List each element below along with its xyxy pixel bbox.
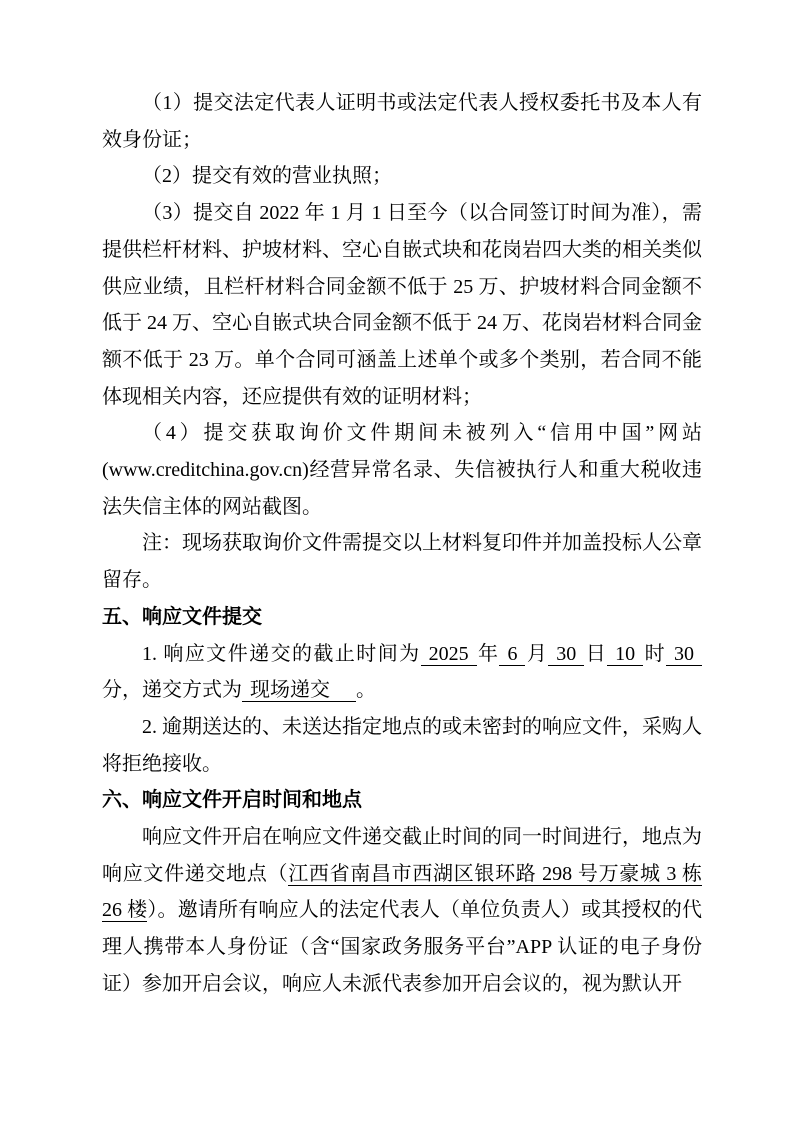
opening-text-after-address: ）。邀请所有响应人的法定代表人（单位负责人）或其授权的代理人携带本人身份证（含“国家政务服务平台”APP 认证的电子身份证）参加开启会议，响应人未派代表参加开启会议的，视为默认开 — [102, 899, 703, 995]
method-blank: 现场递交 — [242, 679, 356, 702]
deadline-paragraph — [102, 636, 702, 709]
opening-text-before-address: 响应文件开启在响应文件递交截止时间的同一时间进行，地点为响应文件递交地点（ — [102, 826, 702, 885]
list-item-2: （2）提交有效的营业执照； — [142, 165, 392, 188]
opening-paragraph — [102, 819, 702, 1003]
note-paragraph: 注：现场获取询价文件需提交以上材料复印件并加盖投标人公章留存。 — [102, 532, 702, 592]
list-item-3: （3）提交自 2022 年 1 月 1 日至今（以合同签订时间为准），需提供栏杆材料、护坡材料、空心自嵌式块和花岗岩四大类的相关类似供应业绩，且栏杆材料合同金额不低于 25 万、护坡材料合同金额不低于 24 万、空心自嵌式块合同金额不低于 24 万、花岗岩材料合同金额不低于 23 万。单个合同可涵盖上述单个或多个类别，若合同不能体现相关内容，还应提供有效的证明材料； — [102, 202, 702, 408]
deadline-minute-label: 分， — [102, 679, 142, 702]
deadline-day-label: 日 — [584, 642, 608, 665]
deadline-hour-label: 时 — [643, 642, 667, 665]
method-label: 递交方式为 — [142, 679, 242, 702]
deadline-minute-blank: 30 — [666, 643, 702, 666]
document-body — [102, 85, 702, 1003]
deadline-hour-blank: 10 — [607, 643, 643, 666]
deadline-prefix: 1. 响应文件递交的截止时间为 — [142, 642, 421, 665]
deadline-year-blank: 2025 — [421, 643, 477, 666]
deadline-day-blank: 30 — [548, 643, 584, 666]
list-item-4: （4）提交获取询价文件期间未被列入“信用中国”网站(www.creditchina.gov.cn)经营异常名录、失信被执行人和重大税收违法失信主体的网站截图。 — [102, 422, 702, 518]
overdue-paragraph: 2. 逾期送达的、未送达指定地点的或未密封的响应文件，采购人将拒绝接收。 — [102, 715, 702, 775]
opening-address-underlined: 江西省南昌市西湖区银环路 298 号万豪城 3 栋 26 楼 — [102, 862, 703, 922]
deadline-month-blank: 6 — [499, 643, 525, 666]
section-heading-5: 五、响应文件提交 — [102, 605, 262, 628]
section-heading-6: 六、响应文件开启时间和地点 — [102, 789, 362, 812]
deadline-year-label: 年 — [476, 642, 500, 665]
list-item-1: （1）提交法定代表人证明书或法定代表人授权委托书及本人有效身份证； — [102, 92, 702, 151]
deadline-suffix: 。 — [356, 679, 376, 702]
deadline-month-label: 月 — [525, 642, 549, 665]
